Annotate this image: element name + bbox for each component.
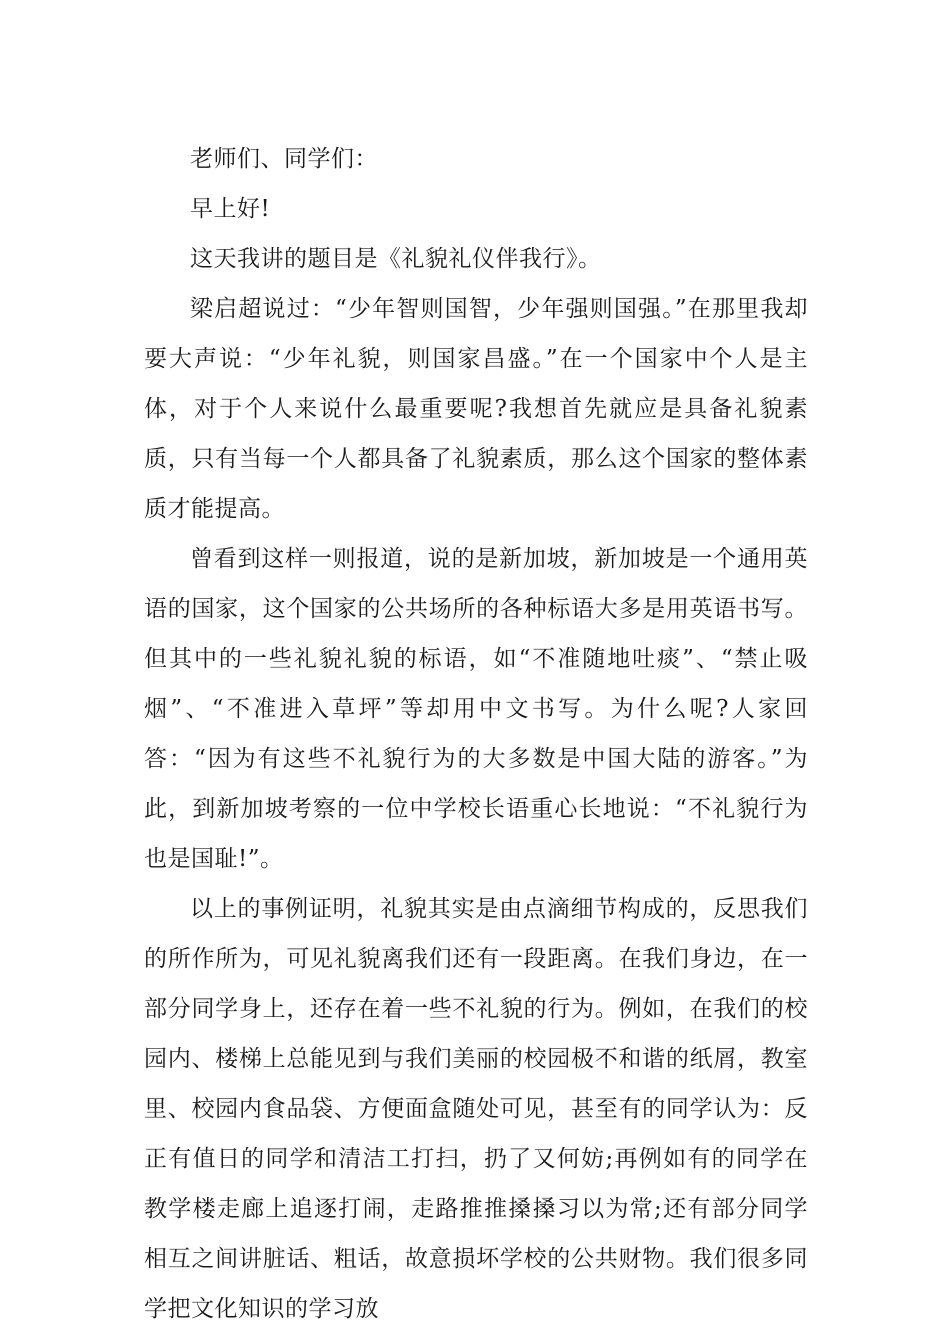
topic-paragraph: 这天我讲的题目是《礼貌礼仪伴我行》。: [190, 246, 602, 272]
body-paragraph-3: 以上的事例证明，礼貌其实是由点滴细节构成的，反思我们的所作所为，可见礼貌离我们还有一段距离。在我们身边，在一部分同学身上，还存在着一些不礼貌的行为。例如，在我们的校园内、楼梯上总能见到与我们美丽的校园极不和谐的纸屑，教室里、校园内食品袋、方便面盒随处可见，甚至有的同学认为：反正有值日的同学和清洁工打扫，扔了又何妨;再例如有的同学在教学楼走廊上追逐打闹，走路推推搡搡习以为常;还有部分同学相互之间讲脏话、粗话，故意损坏学校的公共财物。我们很多同学把文化知识的学习放: [144, 896, 808, 1322]
greeting: 早上好!: [190, 196, 271, 222]
body-paragraph-2: 曾看到这样一则报道，说的是新加坡，新加坡是一个通用英语的国家，这个国家的公共场所的各种标语大多是用英语书写。但其中的一些礼貌礼貌的标语，如“不准随地吐痰”、“禁止吸烟”、“不准进入草坪”等却用中文书写。为什么呢?人家回答：“因为有这些不礼貌行为的大多数是中国大陆的游客。”为此，到新加坡考察的一位中学校长语重心长地说：“不礼貌行为也是国耻!”。: [144, 546, 808, 872]
salutation: 老师们、同学们：: [190, 146, 378, 172]
body-paragraph-1: 梁启超说过：“少年智则国智，少年强则国强。”在那里我却要大声说：“少年礼貌，则国家昌盛。”在一个国家中个人是主体，对于个人来说什么最重要呢?我想首先就应是具备礼貌素质，只有当每一个人都具备了礼貌素质，那么这个国家的整体素质才能提高。: [144, 296, 808, 522]
document-body: [144, 134, 808, 1334]
